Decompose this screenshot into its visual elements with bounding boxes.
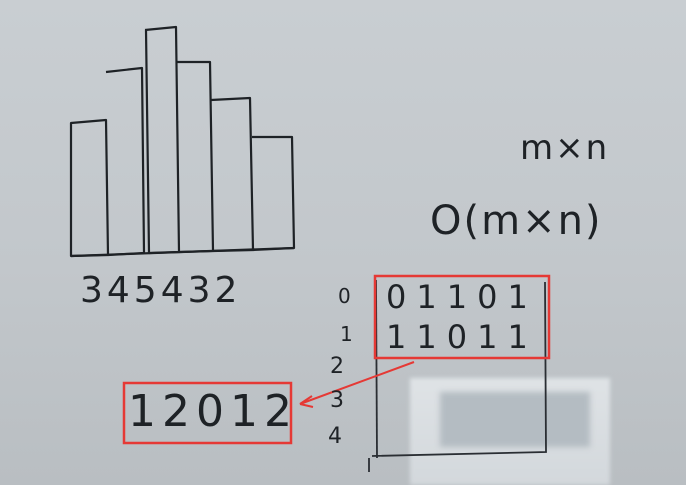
matrix-row-index: 4 [328,424,345,449]
annotation-arrow [300,362,414,407]
histogram-bar [71,120,108,256]
histogram-bar [106,68,144,255]
matrix-row-index: 0 [338,284,354,308]
complexity-dimensions: m×n [520,128,610,168]
histogram [71,27,294,256]
result-label: 12012 [128,386,298,437]
histogram-bar [211,98,253,251]
matrix-row-index: 1 [340,322,356,346]
histogram-heights-label: 345432 [80,270,242,311]
histogram-bar [177,62,213,252]
histogram-baseline [71,248,294,256]
matrix-row-bits: 01101 [386,278,538,316]
histogram-bar [252,137,294,250]
complexity-big-o: O(m×n) [430,198,603,244]
matrix-row-index: 2 [330,354,347,379]
histogram-bar [145,27,179,253]
matrix-row-index: 3 [330,388,347,413]
matrix-row-bits: 11011 [386,318,538,356]
